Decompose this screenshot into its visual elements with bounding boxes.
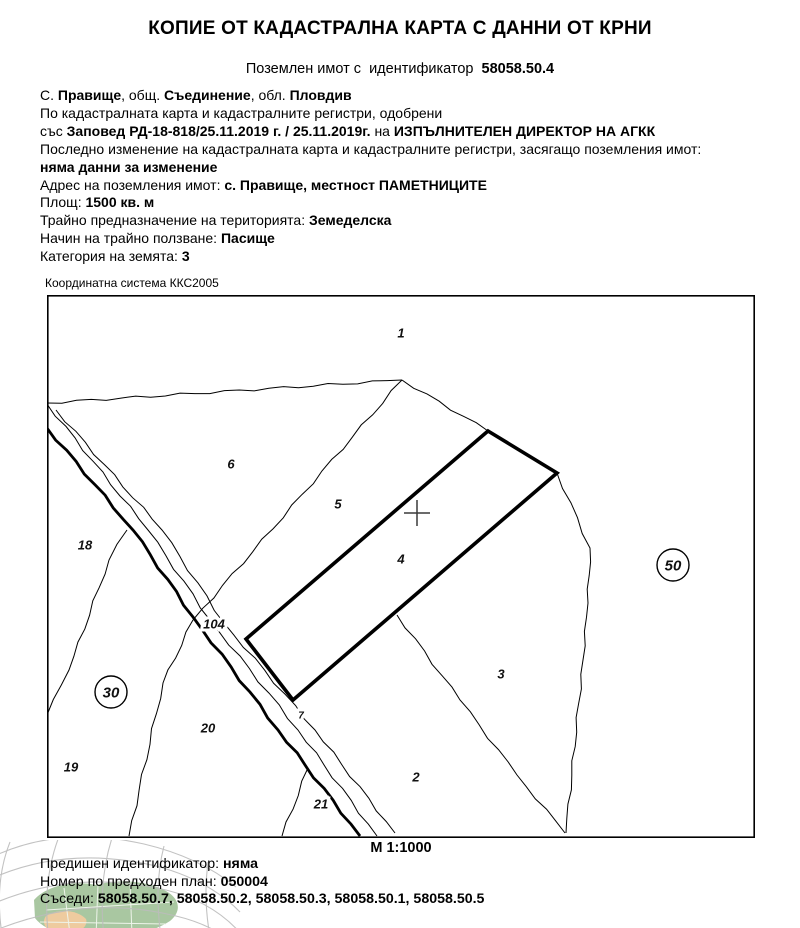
text-segment: Съседи: [40, 891, 98, 908]
text-segment: , общ. [121, 87, 164, 103]
text-line [40, 248, 770, 266]
text-line [40, 105, 770, 123]
text-segment-bold: 58058.50.7, 58058.50.2, 58058.50.3, 58058.50.1, 58058.50.5 [97, 891, 485, 908]
region-number-30: 30 [102, 684, 120, 702]
text-segment-bold: Пасище [220, 230, 275, 247]
parcel-label-21: 21 [313, 796, 329, 812]
parcel-label-19: 19 [63, 759, 79, 775]
parcel-identifier-subtitle [0, 61, 800, 77]
text-segment-bold: Правище [57, 87, 122, 103]
parcel-1-boundary-line [402, 380, 488, 431]
text-segment: със [40, 122, 67, 139]
footer-info-block [40, 856, 770, 909]
text-segment: Категория на земята: [40, 248, 182, 265]
text-line [40, 230, 770, 248]
parcel-19-20-boundary-line [129, 620, 193, 836]
parcel-center-cross [404, 500, 430, 526]
map-frame-border [48, 296, 754, 837]
parcel-2-3-boundary-line [397, 615, 565, 833]
parcel-label-2: 2 [412, 769, 420, 785]
text-segment: Номер по предходен план: [40, 873, 221, 890]
text-segment: Адрес на поземления имот: [40, 176, 225, 193]
text-segment-bold: няма [222, 856, 259, 872]
parcel-label-3: 3 [497, 666, 505, 682]
text-segment: Начин на трайно ползване: [40, 230, 221, 247]
text-segment-bold: Пловдив [289, 87, 352, 103]
region-number-50: 50 [664, 557, 682, 575]
text-segment-bold: 1500 кв. м [85, 194, 155, 211]
text-line [40, 159, 770, 177]
text-line [40, 212, 770, 230]
text-segment: на [370, 122, 394, 139]
text-segment-bold: 3 [181, 248, 190, 265]
coordinate-system-label: Координатна система ККС2005 [45, 276, 219, 290]
text-line [40, 123, 770, 141]
parcel-label-4: 4 [397, 551, 405, 567]
document-title: КОПИЕ ОТ КАДАСТРАЛНА КАРТА С ДАННИ ОТ КРНИ [148, 18, 652, 39]
text-segment: Предишен идентификатор: [40, 856, 223, 872]
text-segment: Трайно предназначение на територията: [40, 212, 309, 229]
parcel-label-5: 5 [334, 496, 342, 512]
parcel-label-1: 1 [397, 325, 405, 341]
cadastral-map [47, 295, 755, 838]
text-segment: , обл. [250, 87, 290, 103]
text-line [40, 177, 770, 195]
text-line [40, 194, 770, 212]
text-line [40, 141, 770, 159]
parcel-20-21-boundary-line [282, 768, 308, 836]
text-segment-bold: няма данни за изменение [40, 158, 218, 175]
text-segment-bold: Съединение [164, 87, 251, 103]
text-segment-bold: Заповед РД-18-818/25.11.2019 г. / 25.11.2019г. [66, 122, 371, 139]
road-east-edge-line [56, 410, 395, 833]
text-line [40, 87, 770, 105]
text-line [40, 891, 770, 909]
parcel-label-7: 7 [298, 710, 304, 722]
text-segment-bold: ИЗПЪЛНИТЕЛЕН ДИРЕКТОР НА АГКК [393, 122, 656, 139]
parcel-5-6-boundary-line [193, 380, 402, 620]
text-line [40, 856, 770, 874]
map-scale-label: М 1:1000 [370, 840, 432, 856]
east-boundary-line [557, 473, 591, 833]
parcel-label-6: 6 [227, 456, 235, 472]
property-info-block [40, 87, 770, 266]
parcel-label-20: 20 [200, 720, 216, 736]
parcel-label-18: 18 [77, 537, 93, 553]
text-segment: С. [40, 87, 58, 103]
text-segment-bold: с. Правище, местност ПАМЕТНИЦИТЕ [224, 176, 487, 193]
text-segment-bold: 050004 [220, 873, 268, 890]
north-boundary-line [47, 380, 402, 403]
text-line [40, 874, 770, 892]
parcel-label-104: 104 [203, 616, 225, 632]
region-boundary-thick-line [47, 428, 360, 836]
subtitle-text: Поземлен имот с идентификатор [245, 61, 482, 77]
text-segment-bold: Земеделска [308, 212, 392, 229]
map-svg [47, 295, 755, 838]
text-segment: По кадастралната карта и кадастралните регистри, одобрени [40, 104, 443, 121]
parcel-identifier: 58058.50.4 [481, 61, 555, 77]
text-segment: Площ: [40, 194, 86, 211]
text-segment: Последно изменение на кадастралната карта и кадастралните регистри, засягащо поземления имот: [40, 140, 702, 157]
